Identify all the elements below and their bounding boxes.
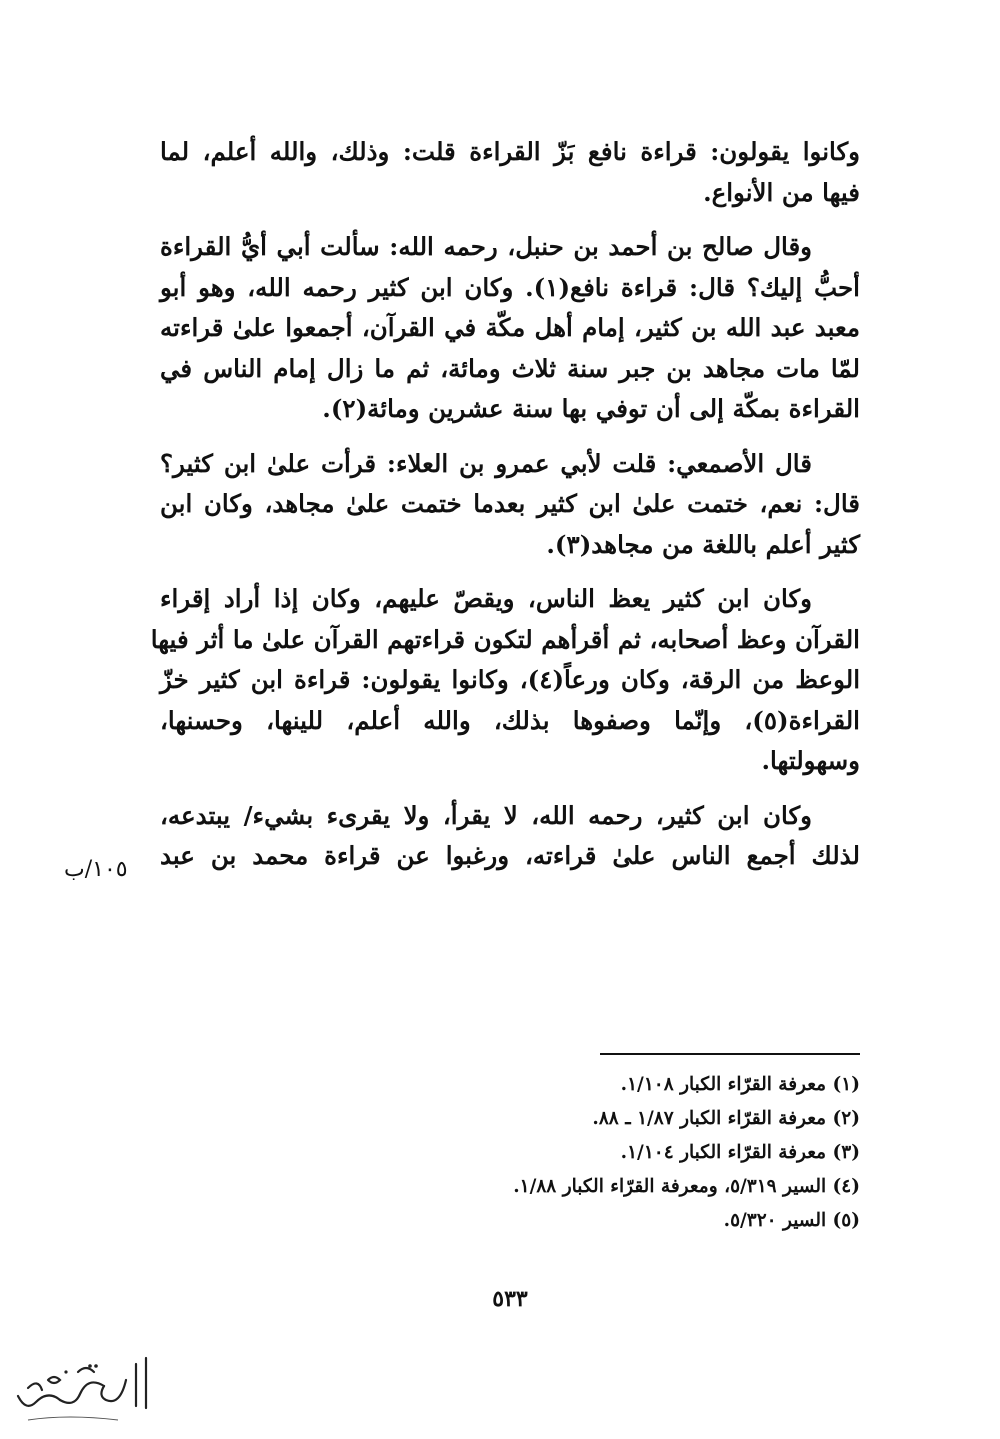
text-line: كثير أعلم باللغة من مجاهد(٣).: [546, 529, 860, 559]
text-line: لمّا مات مجاهد بن جبر سنة ثلاث ومائة، ثم ما زال إمام الناس في: [160, 353, 860, 383]
text-line: قال الأصمعي: قلت لأبي عمرو بن العلاء: قرأت علىٰ ابن كثير؟: [160, 448, 812, 478]
text-line: القراءة(٥)، وإنّما وصفوها بذلك، والله أعلم، للينها، وحسنها،: [160, 705, 860, 735]
text-line: القراءة بمكّة إلى أن توفي بها سنة عشرين ومائة(٢).: [322, 394, 860, 423]
footnote-2: (٢) معرفة القرّاء الكبار ١/٨٧ ـ ٨٨.: [592, 1108, 860, 1129]
watermark-logo: [8, 1350, 158, 1430]
text-line: القرآن وعظ أصحابه، ثم أقرأهم لتكون قراءتهم القرآن علىٰ ما أثر فيها: [150, 624, 860, 654]
page-number: ٥٣٣: [492, 1286, 528, 1312]
paragraph-5: [160, 796, 860, 877]
footnotes: [400, 1068, 860, 1238]
text-line: لذلك أجمع الناس علىٰ قراءته، ورغبوا عن قراءة محمد بن عبد: [160, 841, 860, 870]
footnote-5: (٥) السير ٥/٣٢٠.: [723, 1210, 860, 1231]
text-line: قال: نعم، ختمت علىٰ ابن كثير بعدما ختمت علىٰ مجاهد، وكان ابن: [160, 489, 860, 518]
calligraphy-logo-icon: [8, 1350, 158, 1430]
footnote-separator: [600, 1053, 860, 1055]
paragraph-3: [160, 444, 860, 566]
footnote-1: (١) معرفة القرّاء الكبار ١/١٠٨.: [620, 1074, 860, 1095]
paragraph-2: [160, 227, 860, 430]
text-line: وكانوا يقولون: قراءة نافع بَزّ القراءة قلت: وذلك، والله أعلم، لما: [160, 137, 860, 166]
text-line: وكان ابن كثير، رحمه الله، لا يقرأ، ولا يقرىء بشيء/ يبتدعه،: [160, 800, 812, 830]
text-line: معبد عبد الله بن كثير، إمام أهل مكّة في القرآن، أجمعوا علىٰ قراءته: [160, 313, 860, 342]
main-text: [150, 132, 861, 891]
paragraph-1: [160, 132, 860, 213]
text-line: أحبُّ إليك؟ قال: قراءة نافع(١). وكان ابن كثير رحمه الله، وهو أبو: [160, 272, 860, 302]
text-line: وقال صالح بن أحمد بن حنبل، رحمه الله: سألت أبي أيُّ القراءة: [160, 232, 812, 261]
text-line: وكان ابن كثير يعظ الناس، ويقصّ عليهم، وكان إذا أراد إقراء: [160, 584, 812, 613]
text-line: وسهولتها.: [761, 746, 860, 775]
footnote-4: (٤) السير ٥/٣١٩، ومعرفة القرّاء الكبار ١/٨٨.: [513, 1176, 860, 1197]
footnote-3: (٣) معرفة القرّاء الكبار ١/١٠٤.: [620, 1142, 860, 1163]
margin-folio-note: ١٠٥/ب: [64, 857, 128, 882]
text-line: الوعظ من الرقة، وكان ورعاً(٤)، وكانوا يقولون: قراءة ابن كثير خزّ: [160, 665, 861, 694]
paragraph-4: [150, 579, 861, 782]
text-line: فيها من الأنواع.: [703, 177, 860, 207]
